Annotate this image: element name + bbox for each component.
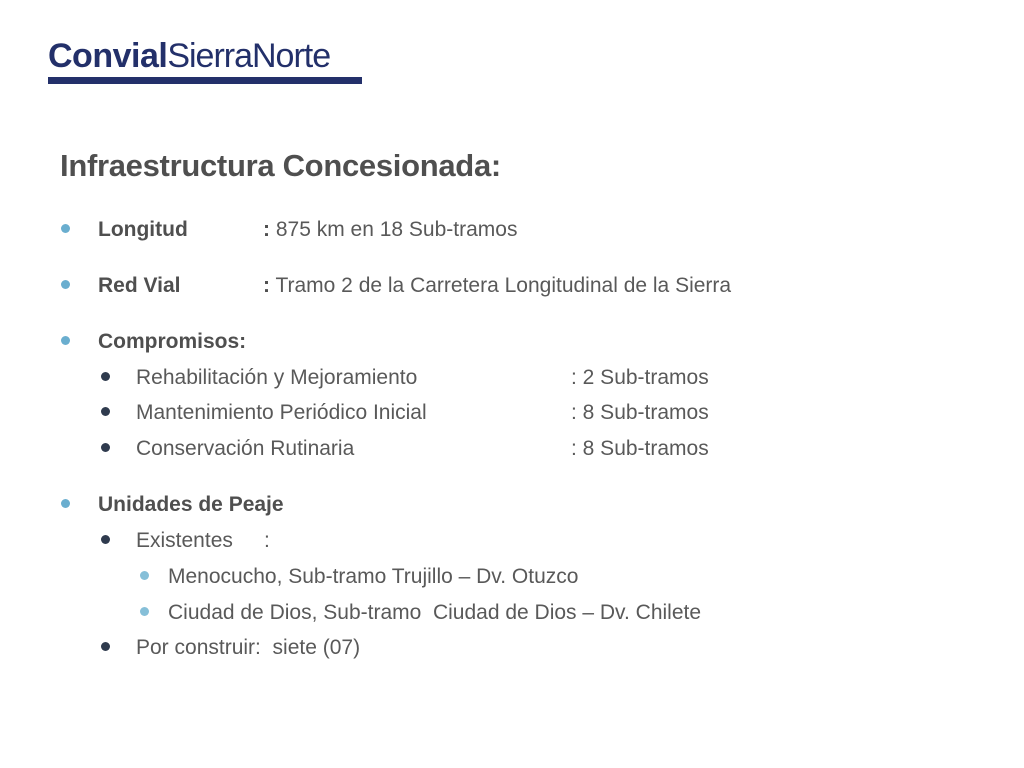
existentes-label: Existentes	[136, 529, 233, 552]
peaje-existente-text: Ciudad de Dios, Sub-tramo Ciudad de Dios – Dv. Chilete	[168, 601, 702, 624]
level1-bullet-icon	[61, 224, 70, 233]
compromiso-name: Mantenimiento Periódico Inicial	[136, 401, 427, 424]
compromiso-name: Conservación Rutinaria	[136, 437, 355, 460]
compromiso-value: : 8 Sub-tramos	[571, 401, 709, 424]
peaje-existente-text: Menocucho, Sub-tramo Trujillo – Dv. Otuzco	[168, 565, 579, 588]
level2-bullet-icon	[101, 535, 110, 544]
red-vial-label: Red Vial	[98, 274, 181, 297]
por-construir-item	[136, 635, 360, 661]
logo-bold-text: Convial	[48, 37, 168, 75]
logo-light-text: SierraNorte	[167, 37, 331, 75]
longitud-colon: :	[263, 218, 270, 241]
longitud-label: Longitud	[98, 218, 188, 241]
peaje-existente-row	[168, 600, 701, 626]
longitud-item	[98, 217, 518, 243]
compromisos-item	[98, 329, 246, 355]
compromiso-row	[136, 400, 709, 426]
level3-bullet-icon	[140, 571, 149, 580]
existentes-item	[136, 528, 270, 554]
compromiso-value: : 2 Sub-tramos	[571, 366, 709, 389]
level1-bullet-icon	[61, 499, 70, 508]
compromiso-row	[136, 365, 709, 391]
red-vial-item	[98, 273, 732, 299]
level2-bullet-icon	[101, 642, 110, 651]
existentes-colon: :	[264, 529, 270, 552]
level1-bullet-icon	[61, 336, 70, 345]
convial-logo	[48, 36, 362, 84]
longitud-value: 875 km en 18 Sub-tramos	[270, 218, 518, 241]
red-vial-colon: :	[263, 274, 270, 297]
level2-bullet-icon	[101, 443, 110, 452]
compromiso-value: : 8 Sub-tramos	[571, 437, 709, 460]
level3-bullet-icon	[140, 607, 149, 616]
logo-text	[48, 36, 362, 76]
compromisos-label: Compromisos:	[98, 330, 247, 353]
compromiso-name: Rehabilitación y Mejoramiento	[136, 366, 418, 389]
level2-bullet-icon	[101, 407, 110, 416]
red-vial-value: Tramo 2 de la Carretera Longitudinal de la Sierra	[270, 274, 732, 297]
unidades-peaje-item	[98, 492, 284, 518]
unidades-peaje-label: Unidades de Peaje	[98, 493, 284, 516]
peaje-existente-row	[168, 564, 578, 590]
level2-bullet-icon	[101, 372, 110, 381]
por-construir-text: Por construir: siete (07)	[136, 636, 361, 659]
longitud-value-group	[263, 217, 517, 243]
logo-underline-bar	[48, 77, 362, 84]
compromiso-row	[136, 436, 709, 462]
slide-title: Infraestructura Concesionada:	[60, 148, 501, 183]
level1-bullet-icon	[61, 280, 70, 289]
red-vial-value-group	[263, 273, 731, 299]
